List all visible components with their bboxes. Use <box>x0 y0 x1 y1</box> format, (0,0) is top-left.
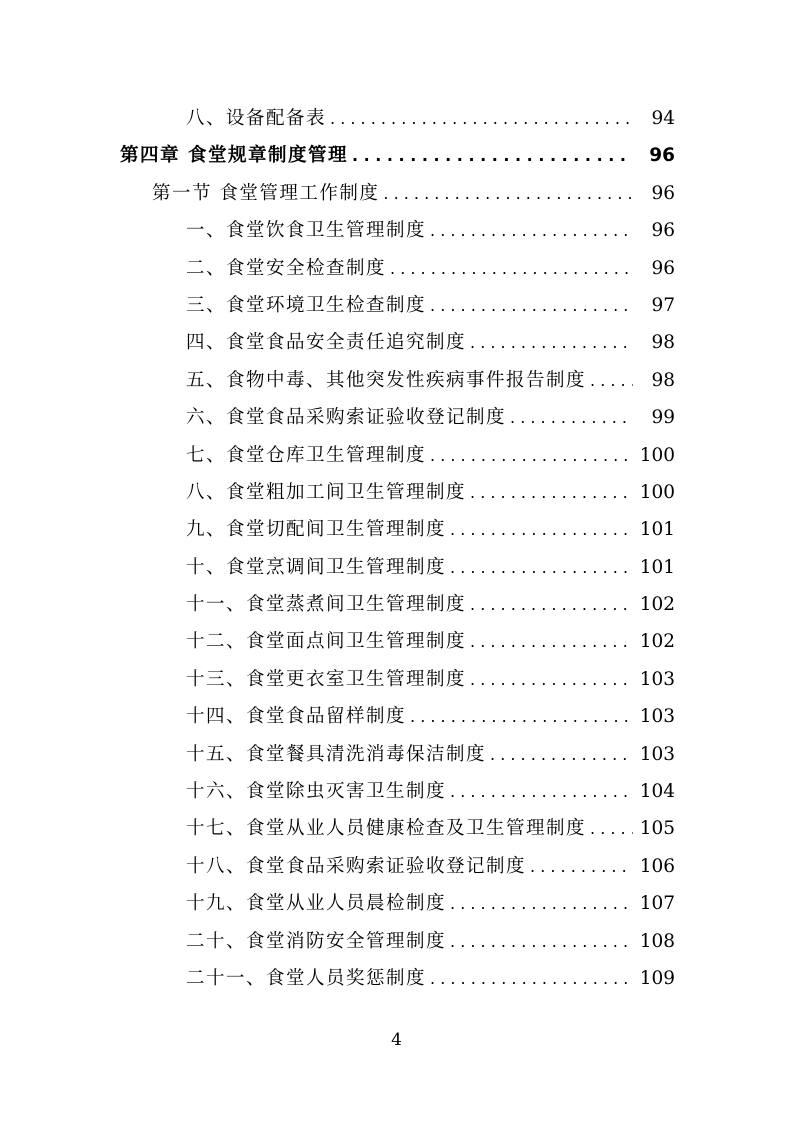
toc-entry-title: 十一、食堂蒸煮间卫生管理制度 <box>186 594 467 616</box>
toc-dot-leader <box>390 250 633 287</box>
toc-dot-leader <box>430 437 633 474</box>
toc-entry-title: 第四章 食堂规章制度管理 <box>120 145 348 167</box>
toc-entry-title: 八、食堂粗加工间卫生管理制度 <box>186 481 467 503</box>
toc-dot-leader <box>330 100 633 137</box>
toc-entry-page: 94 <box>651 108 675 129</box>
toc-entry-page: 104 <box>639 781 675 803</box>
toc-entry-page: 102 <box>639 594 675 616</box>
toc-entry-page: 102 <box>639 631 675 653</box>
toc-entry-title: 十三、食堂更衣室卫生管理制度 <box>186 668 467 690</box>
toc-entry[interactable] <box>0 773 793 810</box>
toc-entry[interactable] <box>0 100 793 137</box>
toc-entry[interactable] <box>0 474 793 511</box>
toc-entry-title: 一、食堂饮食卫生管理制度 <box>186 220 427 242</box>
toc-entry[interactable] <box>0 810 793 847</box>
toc-entry-title: 十五、食堂餐具清洗消毒保洁制度 <box>186 743 487 765</box>
toc-entry-page: 96 <box>651 257 675 279</box>
toc-entry-page: 96 <box>649 145 675 167</box>
toc-entry-title: 六、食堂食品采购索证验收登记制度 <box>186 407 507 429</box>
toc-entry[interactable] <box>0 511 793 548</box>
toc-dot-leader <box>430 960 633 997</box>
toc-entry[interactable] <box>0 399 793 436</box>
toc-dot-leader <box>450 511 633 548</box>
toc-dot-leader <box>450 885 633 922</box>
page-number: 4 <box>391 1030 402 1050</box>
toc-entry-page: 103 <box>639 743 675 765</box>
toc-dot-leader <box>410 698 633 735</box>
toc-entry-page: 103 <box>639 706 675 728</box>
toc-entry-title: 二十、食堂消防安全管理制度 <box>186 930 447 952</box>
toc-entry[interactable] <box>0 661 793 698</box>
toc-entry-page: 109 <box>639 967 675 989</box>
toc-section-entry[interactable] <box>0 175 793 212</box>
toc-entry-page: 103 <box>639 668 675 690</box>
toc-entry-title: 五、食物中毒、其他突发性疾病事件报告制度 <box>186 369 587 391</box>
toc-entry-page: 100 <box>639 481 675 503</box>
toc-entry[interactable] <box>0 885 793 922</box>
toc-entry[interactable] <box>0 698 793 735</box>
toc-dot-leader <box>470 623 633 660</box>
toc-entry[interactable] <box>0 437 793 474</box>
toc-entry[interactable] <box>0 287 793 324</box>
toc-entry-page: 98 <box>651 332 675 354</box>
toc-dot-leader <box>470 324 633 361</box>
toc-entry-page: 99 <box>651 407 675 429</box>
toc-dot-leader <box>430 212 633 249</box>
toc-entry[interactable] <box>0 549 793 586</box>
toc-entry-title: 七、食堂仓库卫生管理制度 <box>186 444 427 466</box>
toc-entry[interactable] <box>0 623 793 660</box>
toc-dot-leader <box>450 923 633 960</box>
toc-entry[interactable] <box>0 250 793 287</box>
toc-entry-title: 十、食堂烹调间卫生管理制度 <box>186 556 447 578</box>
toc-dot-leader <box>470 586 633 623</box>
toc-dot-leader <box>470 661 633 698</box>
toc-dot-leader <box>430 287 633 324</box>
toc-entry-title: 十四、食堂食品留样制度 <box>186 706 407 728</box>
toc-entry-page: 107 <box>639 893 675 915</box>
toc-entry-page: 101 <box>639 556 675 578</box>
toc-entry-title: 十八、食堂食品采购索证验收登记制度 <box>186 855 527 877</box>
toc-entry-title: 十九、食堂从业人员晨检制度 <box>186 893 447 915</box>
toc-dot-leader <box>490 736 633 773</box>
toc-dot-leader <box>510 399 633 436</box>
toc-entry-page: 105 <box>639 818 675 840</box>
toc-dot-leader <box>450 549 633 586</box>
toc-entry[interactable] <box>0 324 793 361</box>
toc-entry-title: 四、食堂食品安全责任追究制度 <box>186 332 467 354</box>
toc-entry[interactable] <box>0 960 793 997</box>
toc-dot-leader <box>590 810 633 847</box>
toc-entry[interactable] <box>0 848 793 885</box>
toc-entry-title: 十六、食堂除虫灭害卫生制度 <box>186 781 447 803</box>
toc-entry-page: 96 <box>651 220 675 242</box>
toc-dot-leader <box>383 175 633 212</box>
table-of-contents <box>0 100 793 997</box>
toc-entry-page: 101 <box>639 519 675 541</box>
toc-entry-title: 二十一、食堂人员奖惩制度 <box>186 967 427 989</box>
toc-dot-leader <box>470 474 633 511</box>
toc-entry[interactable] <box>0 586 793 623</box>
toc-entry-page: 100 <box>639 444 675 466</box>
toc-entry-title: 三、食堂环境卫生检查制度 <box>186 294 427 316</box>
toc-dot-leader <box>450 773 633 810</box>
toc-entry-title: 八、设备配备表 <box>186 108 327 129</box>
toc-chapter-entry[interactable] <box>0 137 793 174</box>
toc-entry-page: 98 <box>651 369 675 391</box>
toc-entry-page: 96 <box>651 182 675 204</box>
toc-entry[interactable] <box>0 212 793 249</box>
toc-entry[interactable] <box>0 736 793 773</box>
toc-entry-page: 106 <box>639 855 675 877</box>
toc-dot-leader <box>352 137 633 174</box>
toc-dot-leader <box>590 362 633 399</box>
toc-entry-title: 十七、食堂从业人员健康检查及卫生管理制度 <box>186 818 587 840</box>
toc-entry-page: 97 <box>651 294 675 316</box>
toc-entry-title: 第一节 食堂管理工作制度 <box>152 182 380 204</box>
toc-entry-title: 九、食堂切配间卫生管理制度 <box>186 519 447 541</box>
toc-entry-title: 二、食堂安全检查制度 <box>186 257 387 279</box>
toc-entry[interactable] <box>0 362 793 399</box>
toc-entry-title: 十二、食堂面点间卫生管理制度 <box>186 631 467 653</box>
toc-dot-leader <box>530 848 633 885</box>
toc-entry[interactable] <box>0 923 793 960</box>
toc-entry-page: 108 <box>639 930 675 952</box>
